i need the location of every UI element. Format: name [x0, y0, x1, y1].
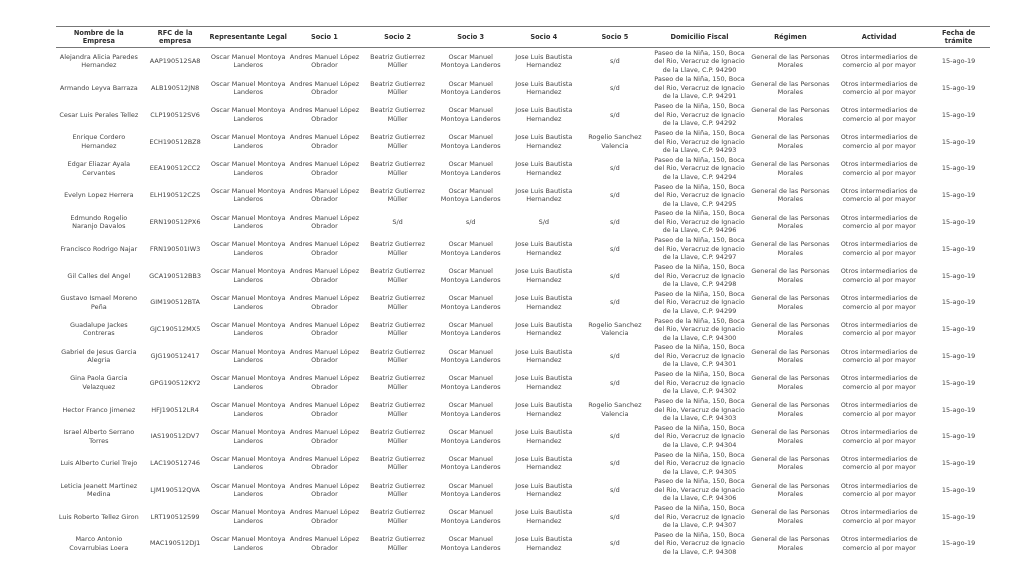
- table-row: [56, 504, 990, 531]
- cell-nombre: Luis Alberto Curiel Trejo: [60, 459, 138, 468]
- cell-nombre: Marco Antonio Covarrubias Loera: [69, 535, 129, 552]
- cell-socio-3: Oscar Manuel Montoya Landeros: [440, 79, 501, 97]
- cell-socio-4: S/d: [538, 217, 550, 226]
- cell-representante: Oscar Manuel Montoya Landeros: [210, 160, 286, 177]
- cell-regimen: General de las Personas Morales: [751, 79, 830, 97]
- cell-rfc: LAC190512746: [150, 459, 201, 468]
- cell-representante: Oscar Manuel Montoya Landeros: [210, 79, 286, 97]
- table-header: [56, 27, 990, 48]
- cell-regimen: General de las Personas Morales: [751, 133, 830, 150]
- cell-regimen: General de las Personas Morales: [751, 52, 830, 70]
- table-row: [56, 477, 990, 504]
- cell-rfc: GPG190512KY2: [149, 378, 201, 387]
- cell-regimen: General de las Personas Morales: [751, 347, 830, 365]
- cell-domicilio: Paseo de la Niña, 150, Boca del Rio, Veracruz de Ignacio de la Llave, C.P. 94300: [654, 316, 745, 342]
- cell-representante: Oscar Manuel Montoya Landeros: [210, 320, 286, 338]
- cell-socio-5: s/d: [610, 298, 620, 307]
- cell-fecha: 15-ago-19: [941, 325, 976, 334]
- cell-socio-4: Jose Luis Bautista Hernandez: [515, 428, 573, 445]
- cell-socio-3: Oscar Manuel Montoya Landeros: [440, 374, 501, 391]
- cell-regimen: General de las Personas Morales: [751, 374, 830, 391]
- cell-socio-4: Jose Luis Bautista Hernandez: [515, 401, 573, 418]
- cell-domicilio: Paseo de la Niña, 150, Boca del Rio, Veracruz de Ignacio de la Llave, C.P. 94308: [654, 530, 745, 556]
- cell-domicilio: Paseo de la Niña, 150, Boca del Rio, Veracruz de Ignacio de la Llave, C.P. 94307: [654, 504, 745, 530]
- cell-socio-4: Jose Luis Bautista Hernandez: [515, 79, 573, 97]
- cell-rfc: EEA190512CC2: [149, 164, 201, 173]
- header-rfc: RFC de la empresa: [142, 27, 209, 48]
- cell-socio-3: Oscar Manuel Montoya Landeros: [440, 535, 501, 552]
- cell-nombre: Gina Paola Garcia Velazquez: [70, 374, 128, 391]
- cell-socio-5: s/d: [610, 539, 620, 548]
- cell-socio-2: Beatriz Gutierrez Müller: [370, 133, 426, 150]
- cell-actividad: Otros intermediarios de comercio al por mayor: [840, 52, 918, 70]
- cell-nombre: Gabriel de Jesus Garcia Alegria: [61, 347, 137, 365]
- cell-nombre: Leticia Jeanett Martinez Medina: [60, 481, 138, 499]
- cell-rfc: ECH190512BZ8: [149, 137, 201, 146]
- cell-socio-2: Beatriz Gutierrez Müller: [370, 347, 426, 365]
- cell-socio-2: Beatriz Gutierrez Müller: [370, 428, 426, 445]
- cell-fecha: 15-ago-19: [941, 298, 976, 307]
- cell-representante: Oscar Manuel Montoya Landeros: [210, 133, 286, 150]
- cell-domicilio: Paseo de la Niña, 150, Boca del Rio, Veracruz de Ignacio de la Llave, C.P. 94296: [654, 209, 745, 235]
- cell-representante: Oscar Manuel Montoya Landeros: [210, 267, 286, 284]
- table-row: [56, 423, 990, 450]
- cell-socio-5: s/d: [610, 217, 620, 226]
- cell-nombre: Evelyn Lopez Herrera: [64, 191, 134, 200]
- cell-fecha: 15-ago-19: [941, 244, 976, 253]
- cell-regimen: General de las Personas Morales: [751, 186, 830, 204]
- cell-nombre: Armando Leyva Barraza: [59, 83, 138, 92]
- cell-socio-2: Beatriz Gutierrez Müller: [370, 401, 426, 418]
- cell-socio-5: s/d: [610, 351, 620, 360]
- cell-domicilio: Paseo de la Niña, 150, Boca del Rio, Veracruz de Ignacio de la Llave, C.P. 94298: [654, 263, 745, 289]
- table-row: [56, 396, 990, 423]
- cell-domicilio: Paseo de la Niña, 150, Boca del Rio, Veracruz de Ignacio de la Llave, C.P. 94299: [654, 289, 745, 315]
- cell-socio-1: Andres Manuel López Obrador: [289, 320, 360, 338]
- header-nombre: Nombre de la Empresa: [56, 27, 142, 48]
- cell-socio-2: S/d: [392, 217, 403, 226]
- table-row: [56, 450, 990, 477]
- cell-socio-3: Oscar Manuel Montoya Landeros: [440, 160, 501, 177]
- cell-regimen: General de las Personas Morales: [751, 294, 830, 311]
- table-body: [56, 48, 990, 558]
- cell-socio-1: Andres Manuel López Obrador: [289, 106, 360, 123]
- cell-representante: Oscar Manuel Montoya Landeros: [210, 508, 286, 525]
- header-regimen: Régimen: [750, 27, 831, 48]
- cell-socio-2: Beatriz Gutierrez Müller: [370, 535, 426, 552]
- cell-representante: Oscar Manuel Montoya Landeros: [210, 401, 286, 418]
- cell-socio-1: Andres Manuel López Obrador: [289, 240, 360, 257]
- cell-socio-2: Beatriz Gutierrez Müller: [370, 481, 426, 499]
- cell-socio-1: Andres Manuel López Obrador: [289, 213, 360, 231]
- cell-rfc: ERN190512PX6: [149, 217, 201, 226]
- cell-rfc: GJG190512417: [150, 351, 200, 360]
- cell-representante: Oscar Manuel Montoya Landeros: [210, 106, 286, 123]
- cell-actividad: Otros intermediarios de comercio al por mayor: [840, 481, 918, 499]
- table-row: [56, 209, 990, 236]
- cell-representante: Oscar Manuel Montoya Landeros: [210, 374, 286, 391]
- cell-regimen: General de las Personas Morales: [751, 428, 830, 445]
- cell-rfc: LJM190512QVA: [150, 485, 200, 494]
- cell-socio-1: Andres Manuel López Obrador: [289, 508, 360, 525]
- cell-nombre: Guadalupe Jackes Contreras: [69, 320, 128, 338]
- cell-representante: Oscar Manuel Montoya Landeros: [210, 294, 286, 311]
- cell-socio-2: Beatriz Gutierrez Müller: [370, 374, 426, 391]
- cell-regimen: General de las Personas Morales: [751, 240, 830, 257]
- cell-socio-1: Andres Manuel López Obrador: [289, 294, 360, 311]
- cell-regimen: General de las Personas Morales: [751, 508, 830, 525]
- cell-rfc: ALB190512JN8: [150, 83, 200, 92]
- cell-socio-4: Jose Luis Bautista Hernandez: [515, 160, 573, 177]
- cell-socio-1: Andres Manuel López Obrador: [289, 133, 360, 150]
- cell-fecha: 15-ago-19: [941, 512, 976, 521]
- cell-nombre: Alejandra Alicia Paredes Hernandez: [59, 52, 138, 70]
- cell-actividad: Otros intermediarios de comercio al por mayor: [840, 454, 918, 472]
- cell-fecha: 15-ago-19: [941, 164, 976, 173]
- cell-socio-1: Andres Manuel López Obrador: [289, 428, 360, 445]
- cell-socio-3: Oscar Manuel Montoya Landeros: [440, 267, 501, 284]
- cell-regimen: General de las Personas Morales: [751, 535, 830, 552]
- cell-nombre: Gustavo Ismael Moreno Peña: [60, 294, 138, 311]
- cell-rfc: AAP190512SA8: [149, 57, 201, 66]
- cell-regimen: General de las Personas Morales: [751, 401, 830, 418]
- cell-fecha: 15-ago-19: [941, 271, 976, 280]
- cell-representante: Oscar Manuel Montoya Landeros: [210, 347, 286, 365]
- cell-domicilio: Paseo de la Niña, 150, Boca del Rio, Veracruz de Ignacio de la Llave, C.P. 94293: [654, 129, 745, 155]
- table-row: [56, 343, 990, 370]
- cell-socio-4: Jose Luis Bautista Hernandez: [515, 186, 573, 204]
- cell-actividad: Otros intermediarios de comercio al por mayor: [840, 160, 918, 177]
- cell-nombre: Edmundo Rogelio Naranjo Davalos: [70, 213, 128, 231]
- header-actividad: Actividad: [831, 27, 927, 48]
- cell-socio-5: s/d: [610, 164, 620, 173]
- cell-domicilio: Paseo de la Niña, 150, Boca del Rio, Veracruz de Ignacio de la Llave, C.P. 94302: [654, 370, 745, 396]
- cell-rfc: FRN190501IW3: [149, 244, 201, 253]
- cell-socio-2: Beatriz Gutierrez Müller: [370, 160, 426, 177]
- cell-actividad: Otros intermediarios de comercio al por mayor: [840, 320, 918, 338]
- cell-regimen: General de las Personas Morales: [751, 454, 830, 472]
- cell-fecha: 15-ago-19: [941, 57, 976, 66]
- table-row: [56, 155, 990, 182]
- cell-domicilio: Paseo de la Niña, 150, Boca del Rio, Veracruz de Ignacio de la Llave, C.P. 94291: [654, 75, 745, 101]
- cell-socio-5: Rogelio Sanchez Valencia: [588, 320, 642, 338]
- cell-domicilio: Paseo de la Niña, 150, Boca del Rio, Veracruz de Ignacio de la Llave, C.P. 94303: [654, 397, 745, 422]
- cell-socio-1: Andres Manuel López Obrador: [289, 374, 360, 391]
- table-row: [56, 370, 990, 397]
- cell-socio-4: Jose Luis Bautista Hernandez: [515, 267, 573, 284]
- cell-actividad: Otros intermediarios de comercio al por mayor: [840, 508, 918, 525]
- cell-domicilio: Paseo de la Niña, 150, Boca del Rio, Veracruz de Ignacio de la Llave, C.P. 94294: [654, 155, 745, 181]
- cell-socio-4: Jose Luis Bautista Hernandez: [515, 535, 573, 552]
- cell-socio-4: Jose Luis Bautista Hernandez: [515, 240, 573, 257]
- cell-socio-3: Oscar Manuel Montoya Landeros: [440, 401, 501, 418]
- cell-fecha: 15-ago-19: [941, 217, 976, 226]
- cell-domicilio: Paseo de la Niña, 150, Boca del Rio, Veracruz de Ignacio de la Llave, C.P. 94295: [654, 182, 745, 208]
- cell-socio-2: Beatriz Gutierrez Müller: [370, 52, 426, 70]
- cell-socio-1: Andres Manuel López Obrador: [289, 186, 360, 204]
- table-row: [56, 316, 990, 343]
- table-row: [56, 182, 990, 209]
- cell-nombre: Gil Calles del Angel: [67, 271, 131, 280]
- cell-rfc: GIM190512BTA: [150, 298, 200, 307]
- cell-representante: Oscar Manuel Montoya Landeros: [210, 213, 286, 231]
- cell-regimen: General de las Personas Morales: [751, 320, 830, 338]
- cell-representante: Oscar Manuel Montoya Landeros: [210, 52, 286, 70]
- cell-fecha: 15-ago-19: [941, 539, 976, 548]
- cell-socio-1: Andres Manuel López Obrador: [289, 454, 360, 472]
- cell-fecha: 15-ago-19: [941, 110, 976, 119]
- cell-nombre: Edgar Eliazar Ayala Cervantes: [67, 160, 131, 177]
- table-row: [56, 236, 990, 263]
- cell-representante: Oscar Manuel Montoya Landeros: [210, 240, 286, 257]
- cell-socio-5: s/d: [610, 244, 620, 253]
- cell-socio-2: Beatriz Gutierrez Müller: [370, 294, 426, 311]
- header-domicilio: Domicilio Fiscal: [649, 27, 749, 48]
- cell-fecha: 15-ago-19: [941, 485, 976, 494]
- cell-socio-4: Jose Luis Bautista Hernandez: [515, 106, 573, 123]
- cell-socio-2: Beatriz Gutierrez Müller: [370, 106, 426, 123]
- header-socio-2: Socio 2: [361, 27, 434, 48]
- cell-fecha: 15-ago-19: [941, 405, 976, 414]
- header-socio-1: Socio 1: [288, 27, 361, 48]
- header-socio-5: Socio 5: [580, 27, 649, 48]
- cell-socio-3: Oscar Manuel Montoya Landeros: [440, 133, 501, 150]
- cell-rfc: CLP190512SV6: [150, 110, 200, 119]
- cell-socio-4: Jose Luis Bautista Hernandez: [515, 454, 573, 472]
- cell-regimen: General de las Personas Morales: [751, 267, 830, 284]
- cell-socio-2: Beatriz Gutierrez Müller: [370, 186, 426, 204]
- cell-socio-3: Oscar Manuel Montoya Landeros: [440, 347, 501, 365]
- cell-socio-4: Jose Luis Bautista Hernandez: [515, 481, 573, 499]
- cell-actividad: Otros intermediarios de comercio al por mayor: [840, 186, 918, 204]
- cell-rfc: ELH190512CZS: [149, 191, 201, 200]
- cell-fecha: 15-ago-19: [941, 351, 976, 360]
- cell-actividad: Otros intermediarios de comercio al por mayor: [840, 374, 918, 391]
- cell-fecha: 15-ago-19: [941, 137, 976, 146]
- cell-actividad: Otros intermediarios de comercio al por mayor: [840, 79, 918, 97]
- cell-socio-4: Jose Luis Bautista Hernandez: [515, 508, 573, 525]
- cell-regimen: General de las Personas Morales: [751, 106, 830, 123]
- cell-socio-3: Oscar Manuel Montoya Landeros: [440, 508, 501, 525]
- cell-representante: Oscar Manuel Montoya Landeros: [210, 454, 286, 472]
- cell-socio-4: Jose Luis Bautista Hernandez: [515, 52, 573, 70]
- cell-socio-3: Oscar Manuel Montoya Landeros: [440, 186, 501, 204]
- cell-rfc: MAC190512DJ1: [149, 539, 201, 548]
- cell-fecha: 15-ago-19: [941, 378, 976, 387]
- cell-representante: Oscar Manuel Montoya Landeros: [210, 186, 286, 204]
- cell-socio-3: Oscar Manuel Montoya Landeros: [440, 454, 501, 472]
- cell-representante: Oscar Manuel Montoya Landeros: [210, 481, 286, 499]
- cell-rfc: IAS190512DV7: [150, 432, 200, 441]
- cell-regimen: General de las Personas Morales: [751, 213, 830, 231]
- table-row: [56, 102, 990, 129]
- cell-socio-1: Andres Manuel López Obrador: [289, 535, 360, 552]
- cell-socio-3: Oscar Manuel Montoya Landeros: [440, 481, 501, 499]
- header-row: [56, 27, 990, 48]
- cell-actividad: Otros intermediarios de comercio al por mayor: [840, 267, 918, 284]
- cell-fecha: 15-ago-19: [941, 83, 976, 92]
- cell-actividad: Otros intermediarios de comercio al por mayor: [840, 294, 918, 311]
- cell-domicilio: Paseo de la Niña, 150, Boca del Rio, Veracruz de Ignacio de la Llave, C.P. 94306: [654, 477, 745, 503]
- cell-actividad: Otros intermediarios de comercio al por mayor: [840, 428, 918, 445]
- cell-actividad: Otros intermediarios de comercio al por mayor: [840, 213, 918, 231]
- cell-socio-3: Oscar Manuel Montoya Landeros: [440, 320, 501, 338]
- cell-socio-5: s/d: [610, 191, 620, 200]
- cell-socio-5: Rogelio Sanchez Valencia: [588, 133, 642, 150]
- cell-socio-5: s/d: [610, 432, 620, 441]
- cell-socio-1: Andres Manuel López Obrador: [289, 160, 360, 177]
- cell-rfc: GJC190512MX5: [149, 325, 201, 334]
- cell-socio-1: Andres Manuel López Obrador: [289, 481, 360, 499]
- cell-socio-2: Beatriz Gutierrez Müller: [370, 240, 426, 257]
- cell-socio-1: Andres Manuel López Obrador: [289, 401, 360, 418]
- cell-socio-2: Beatriz Gutierrez Müller: [370, 454, 426, 472]
- cell-representante: Oscar Manuel Montoya Landeros: [210, 428, 286, 445]
- cell-socio-3: Oscar Manuel Montoya Landeros: [440, 52, 501, 70]
- header-socio-4: Socio 4: [507, 27, 580, 48]
- cell-domicilio: Paseo de la Niña, 150, Boca del Rio, Veracruz de Ignacio de la Llave, C.P. 94292: [654, 102, 745, 128]
- cell-nombre: Cesar Luis Perales Tellez: [59, 110, 139, 119]
- cell-socio-3: s/d: [465, 217, 476, 226]
- cell-rfc: GCA190512BB3: [149, 271, 202, 280]
- cell-fecha: 15-ago-19: [941, 459, 976, 468]
- cell-socio-4: Jose Luis Bautista Hernandez: [515, 320, 573, 338]
- cell-nombre: Francisco Rodrigo Najar: [60, 244, 138, 253]
- cell-actividad: Otros intermediarios de comercio al por mayor: [840, 106, 918, 123]
- cell-fecha: 15-ago-19: [941, 191, 976, 200]
- cell-nombre: Hector Franco Jimenez: [62, 405, 136, 414]
- cell-regimen: General de las Personas Morales: [751, 160, 830, 177]
- company-registry-table: [56, 26, 990, 557]
- cell-domicilio: Paseo de la Niña, 150, Boca del Rio, Veracruz de Ignacio de la Llave, C.P. 94297: [654, 236, 745, 262]
- table-row: [56, 128, 990, 155]
- cell-actividad: Otros intermediarios de comercio al por mayor: [840, 401, 918, 418]
- cell-socio-3: Oscar Manuel Montoya Landeros: [440, 106, 501, 123]
- cell-socio-5: s/d: [610, 459, 620, 468]
- cell-rfc: LRT190512599: [150, 512, 200, 521]
- cell-fecha: 15-ago-19: [941, 432, 976, 441]
- cell-socio-5: s/d: [610, 271, 620, 280]
- cell-socio-5: s/d: [610, 512, 620, 521]
- cell-socio-1: Andres Manuel López Obrador: [289, 79, 360, 97]
- cell-nombre: Enrique Cordero Hernandez: [72, 133, 126, 150]
- table-row: [56, 75, 990, 102]
- cell-socio-5: s/d: [610, 83, 620, 92]
- cell-domicilio: Paseo de la Niña, 150, Boca del Rio, Veracruz de Ignacio de la Llave, C.P. 94304: [654, 423, 745, 449]
- cell-socio-4: Jose Luis Bautista Hernandez: [515, 133, 573, 150]
- cell-socio-1: Andres Manuel López Obrador: [289, 267, 360, 284]
- cell-socio-4: Jose Luis Bautista Hernandez: [515, 294, 573, 311]
- header-socio-3: Socio 3: [434, 27, 507, 48]
- cell-socio-5: s/d: [610, 57, 620, 66]
- cell-socio-4: Jose Luis Bautista Hernandez: [515, 374, 573, 391]
- cell-rfc: HFJ190512LR4: [151, 405, 199, 414]
- cell-domicilio: Paseo de la Niña, 150, Boca del Rio, Veracruz de Ignacio de la Llave, C.P. 94301: [654, 343, 745, 369]
- cell-socio-2: Beatriz Gutierrez Müller: [370, 267, 426, 284]
- cell-socio-2: Beatriz Gutierrez Müller: [370, 79, 426, 97]
- cell-socio-2: Beatriz Gutierrez Müller: [370, 320, 426, 338]
- cell-socio-3: Oscar Manuel Montoya Landeros: [440, 294, 501, 311]
- cell-socio-5: s/d: [610, 485, 620, 494]
- cell-representante: Oscar Manuel Montoya Landeros: [210, 535, 286, 552]
- cell-regimen: General de las Personas Morales: [751, 481, 830, 499]
- cell-actividad: Otros intermediarios de comercio al por mayor: [840, 535, 918, 552]
- cell-socio-3: Oscar Manuel Montoya Landeros: [440, 240, 501, 257]
- cell-socio-1: Andres Manuel López Obrador: [289, 52, 360, 70]
- cell-socio-5: s/d: [610, 378, 620, 387]
- table-row: [56, 530, 990, 557]
- table-row: [56, 48, 990, 75]
- cell-nombre: Luis Roberto Tellez Giron: [58, 512, 139, 521]
- table-row: [56, 262, 990, 289]
- header-representante: Representante Legal: [209, 27, 288, 48]
- cell-socio-5: s/d: [610, 110, 620, 119]
- cell-socio-4: Jose Luis Bautista Hernandez: [515, 347, 573, 365]
- cell-actividad: Otros intermediarios de comercio al por mayor: [840, 133, 918, 150]
- cell-actividad: Otros intermediarios de comercio al por mayor: [840, 347, 918, 365]
- cell-domicilio: Paseo de la Niña, 150, Boca del Rio, Veracruz de Ignacio de la Llave, C.P. 94305: [654, 450, 745, 476]
- cell-socio-3: Oscar Manuel Montoya Landeros: [440, 428, 501, 445]
- cell-actividad: Otros intermediarios de comercio al por mayor: [840, 240, 918, 257]
- header-fecha: Fecha de trámite: [927, 27, 990, 48]
- table-row: [56, 289, 990, 316]
- cell-socio-2: Beatriz Gutierrez Müller: [370, 508, 426, 525]
- cell-socio-5: Rogelio Sanchez Valencia: [588, 401, 642, 418]
- cell-nombre: Israel Alberto Serrano Torres: [63, 428, 135, 445]
- cell-socio-1: Andres Manuel López Obrador: [289, 347, 360, 365]
- cell-domicilio: Paseo de la Niña, 150, Boca del Rio, Veracruz de Ignacio de la Llave, C.P. 94290: [654, 48, 745, 74]
